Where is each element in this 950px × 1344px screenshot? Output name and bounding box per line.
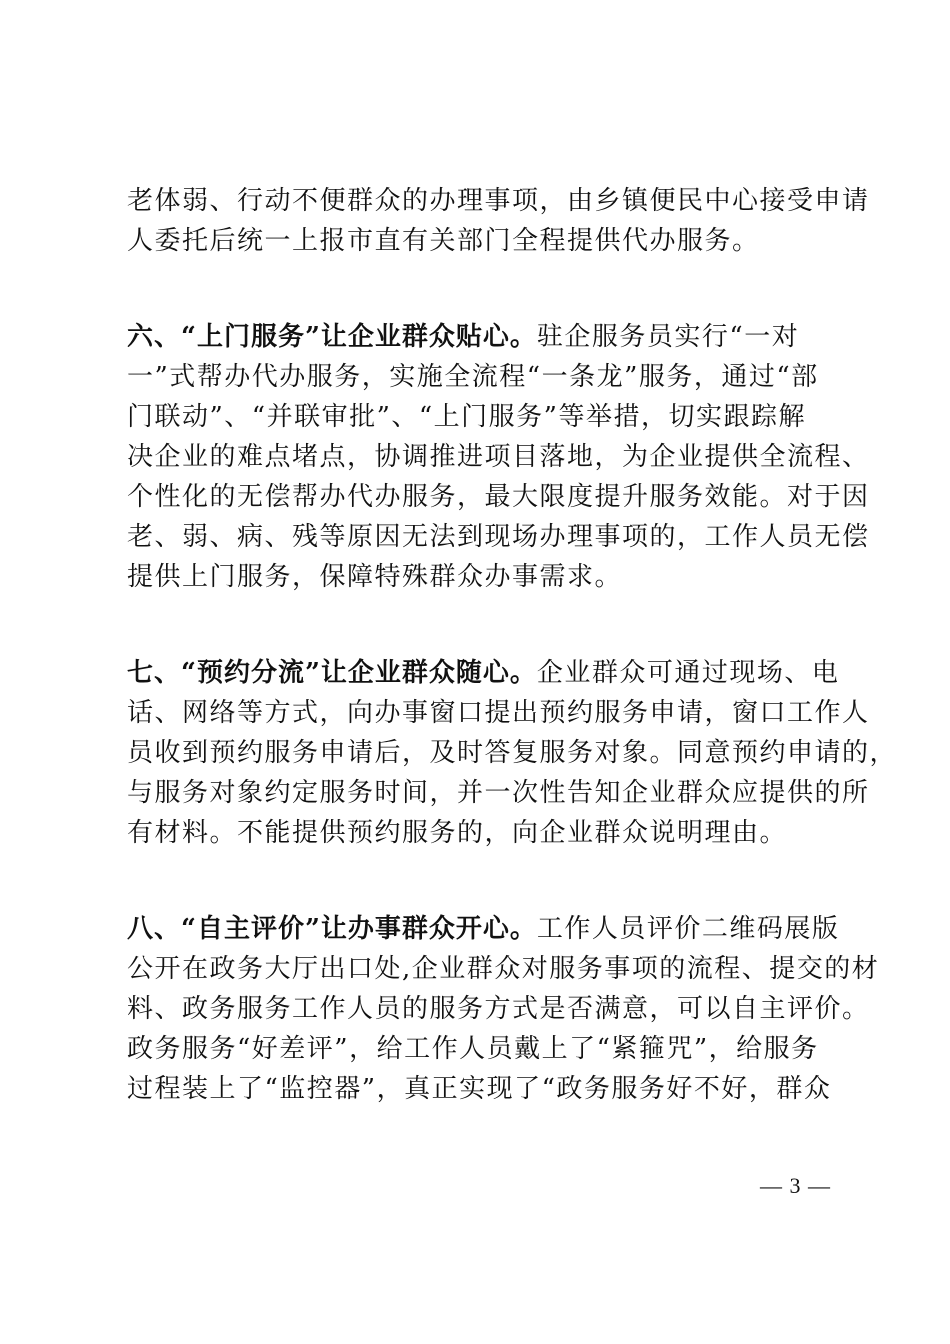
body-line: 员收到预约服务申请后，及时答复服务对象。同意预约申请的， [127, 738, 898, 768]
section-six-first-line [127, 317, 832, 357]
body-line: 门联动”、“并联审批”、“上门服务”等举措，切实跟踪解 [127, 402, 806, 432]
section-six-heading: 六、“上门服务”让企业群众贴心。 [127, 322, 537, 352]
body-line: 老、弱、病、残等原因无法到现场办理事项的，工作人员无偿 [127, 522, 870, 552]
section-seven-first-line [127, 653, 840, 693]
body-line: 有材料。不能提供预约服务的，向企业群众说明理由。 [127, 818, 788, 848]
body-line: 老体弱、行动不便群众的办理事项，由乡镇便民中心接受申请 [127, 186, 870, 216]
body-text: 驻企服务员实行“一对 [536, 322, 800, 352]
body-line: 话、网络等方式，向办事窗口提出预约服务申请，窗口工作人 [127, 698, 870, 728]
page-number: — 3 — [760, 1173, 831, 1198]
body-line: 决企业的难点堵点，协调推进项目落地，为企业提供全流程、 [127, 442, 870, 472]
section-seven-heading: 七、“预约分流”让企业群众随心。 [127, 658, 537, 688]
body-line: 政务服务“好差评”，给工作人员戴上了“紧箍咒”，给服务 [127, 1034, 819, 1064]
body-line: 提供上门服务，保障特殊群众办事需求。 [127, 562, 623, 592]
body-line: 料、政务服务工作人员的服务方式是否满意，可以自主评价。 [127, 994, 870, 1024]
body-line: 个性化的无偿帮办代办服务，最大限度提升服务效能。对于因 [127, 482, 870, 512]
body-line: 过程装上了“监控器”，真正实现了“政务服务好不好，群众 [127, 1074, 832, 1104]
section-eight-heading: 八、“自主评价”让办事群众开心。 [127, 914, 537, 944]
body-text: 企业群众可通过现场、电 [536, 658, 840, 688]
document-body [127, 181, 898, 1109]
body-line: 人委托后统一上报市直有关部门全程提供代办服务。 [127, 226, 760, 256]
body-line: 与服务对象约定服务时间，并一次性告知企业群众应提供的所 [127, 778, 870, 808]
body-line: 公开在政务大厅出口处,企业群众对服务事项的流程、提交的材 [127, 954, 880, 984]
section-eight-first-line [127, 909, 840, 949]
body-line: 一”式帮办代办服务，实施全流程“一条龙”服务，通过“部 [127, 362, 819, 392]
body-text: 工作人员评价二维码展版 [536, 914, 840, 944]
